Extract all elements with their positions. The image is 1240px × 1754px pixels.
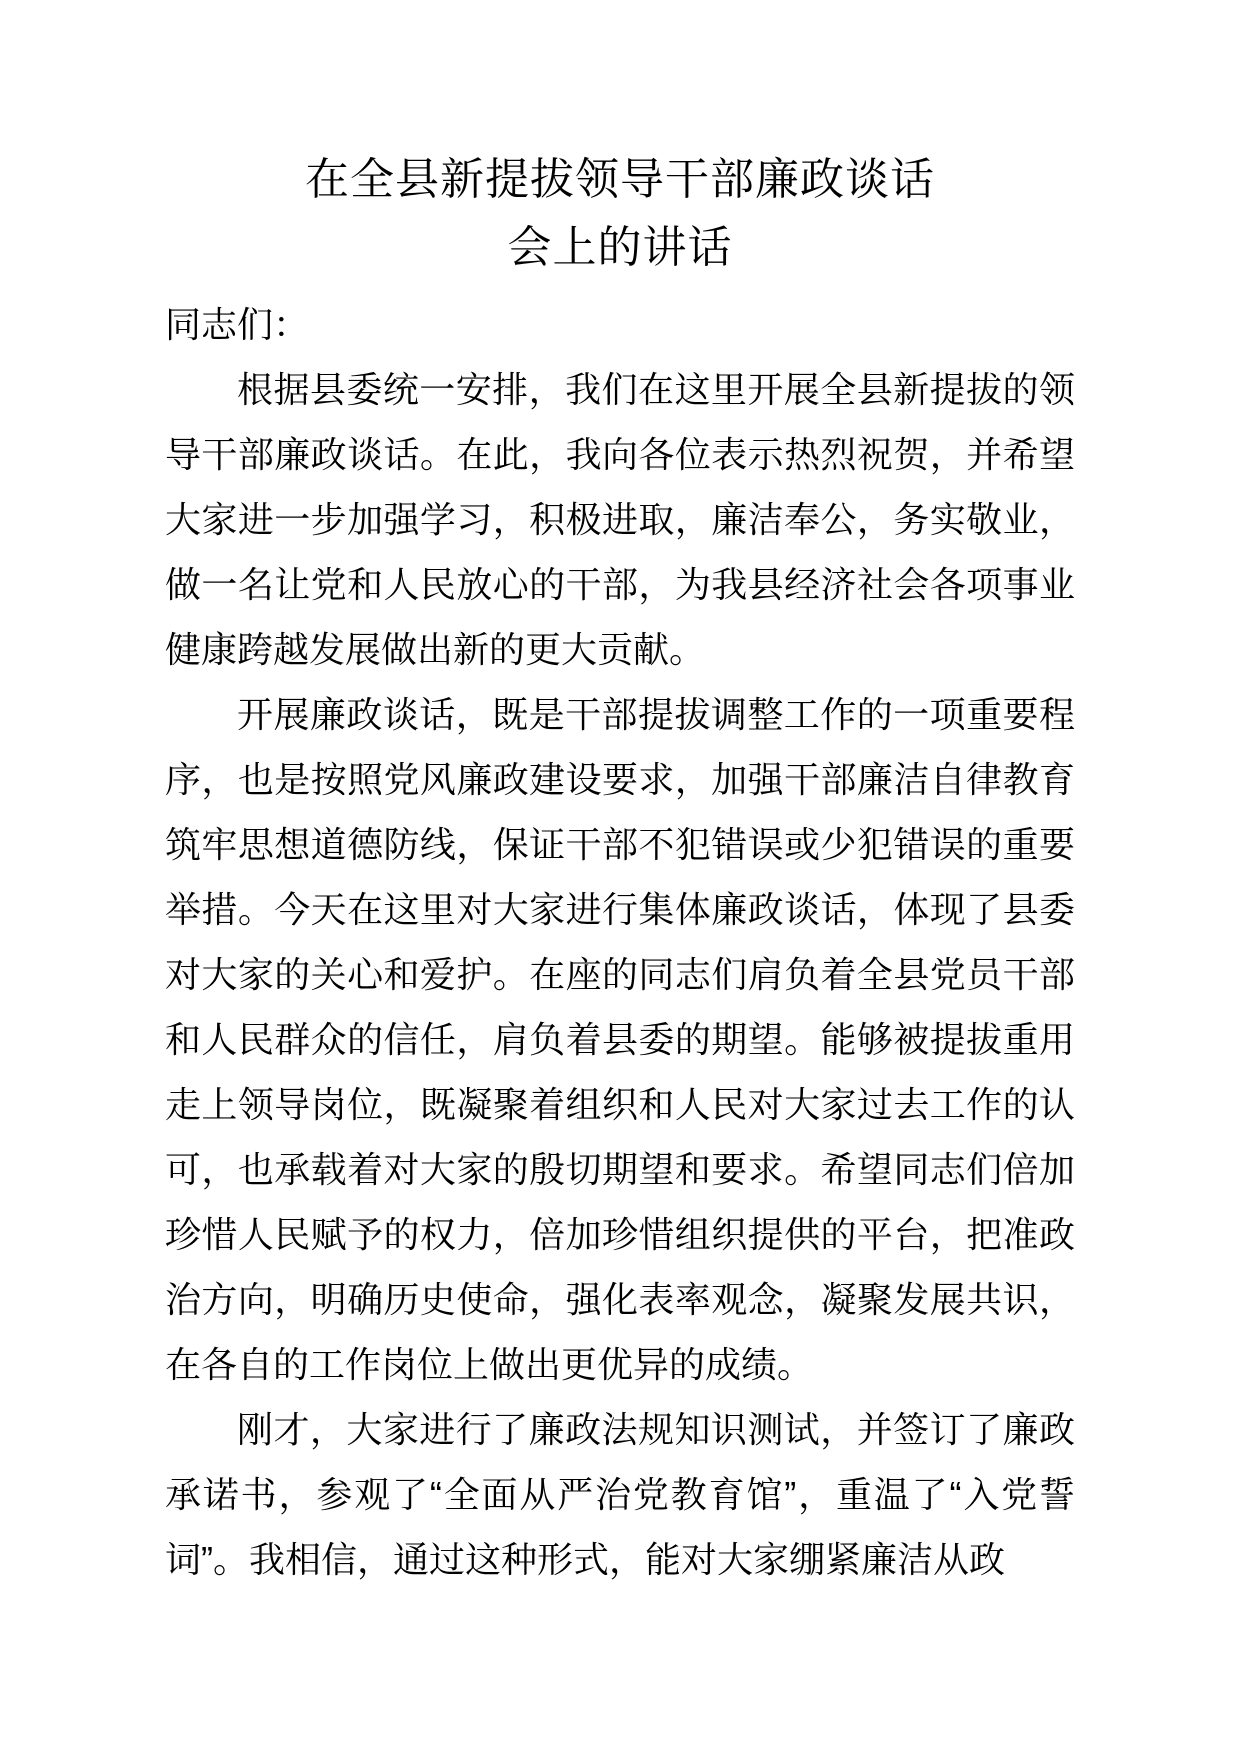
document-title-line-1: 在全县新提拔领导干部廉政谈话 bbox=[305, 155, 935, 204]
body-paragraph-1: 根据县委统一安排，我们在这里开展全县新提拔的领导干部廉政谈话。在此，我向各位表示热烈祝贺，并希望大家进一步加强学习，积极进取，廉洁奉公，务实敬业，做一名让党和人民放心的干部，为我县经济社会各项事业健康跨越发展做出新的更大贡献。 bbox=[165, 369, 1075, 670]
body-paragraph-3: 刚才，大家进行了廉政法规知识测试，并签订了廉政承诺书，参观了“全面从严治党教育馆”，重温了“入党誓词”。我相信，通过这种形式，能对大家绷紧廉洁从政 bbox=[165, 1409, 1075, 1580]
document-title bbox=[165, 146, 1075, 282]
document-title-line-2: 会上的讲话 bbox=[507, 223, 733, 272]
document-body bbox=[165, 292, 1075, 1592]
body-paragraph-2: 开展廉政谈话，既是干部提拔调整工作的一项重要程序，也是按照党风廉政建设要求，加强干部廉洁自律教育筑牢思想道德防线，保证干部不犯错误或少犯错误的重要举措。今天在这里对大家进行集体廉政谈话，体现了县委对大家的关心和爱护。在座的同志们肩负着全县党员干部和人民群众的信任，肩负着县委的期望。能够被提拔重用走上领导岗位，既凝聚着组织和人民对大家过去工作的认可，也承载着对大家的殷切期望和要求。希望同志们倍加珍惜人民赋予的权力，倍加珍惜组织提供的平台，把准政治方向，明确历史使命，强化表率观念，凝聚发展共识，在各自的工作岗位上做出更优异的成绩。 bbox=[165, 694, 1075, 1385]
salutation-line: 同志们： bbox=[165, 304, 310, 345]
